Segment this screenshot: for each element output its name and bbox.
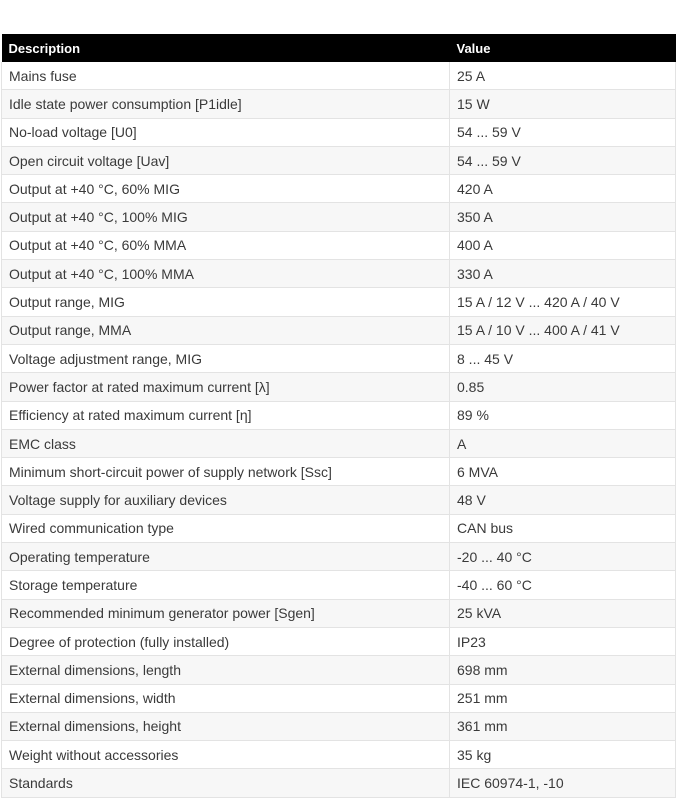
row-description: Standards [2,769,450,797]
table-row [2,571,676,599]
row-value: IP23 [450,627,676,655]
table-row [2,288,676,316]
table-row [2,203,676,231]
row-value: 54 ... 59 V [450,146,676,174]
table-row [2,373,676,401]
row-value: 54 ... 59 V [450,118,676,146]
row-value: 698 mm [450,656,676,684]
table-row [2,458,676,486]
row-value: 420 A [450,175,676,203]
table-row [2,344,676,372]
row-value: 350 A [450,203,676,231]
row-description: Weight without accessories [2,741,450,769]
row-value: 15 A / 10 V ... 400 A / 41 V [450,316,676,344]
row-value: 89 % [450,401,676,429]
row-value: 400 A [450,231,676,259]
row-value: 48 V [450,486,676,514]
row-description: Voltage supply for auxiliary devices [2,486,450,514]
row-description: External dimensions, width [2,684,450,712]
row-description: External dimensions, length [2,656,450,684]
table-row [2,656,676,684]
row-value: 25 A [450,62,676,90]
spec-table-container [1,34,675,798]
row-description: Mains fuse [2,62,450,90]
row-description: Output at +40 °C, 100% MIG [2,203,450,231]
table-row [2,741,676,769]
table-row [2,712,676,740]
row-value: 25 kVA [450,599,676,627]
row-description: Voltage adjustment range, MIG [2,344,450,372]
row-value: IEC 60974-1, -10 [450,769,676,797]
table-row [2,175,676,203]
row-value: 330 A [450,260,676,288]
row-description: Minimum short-circuit power of supply network [Ssc] [2,458,450,486]
row-description: Output at +40 °C, 60% MMA [2,231,450,259]
spec-table [1,34,676,798]
row-description: Idle state power consumption [P1idle] [2,90,450,118]
table-row [2,231,676,259]
row-description: Wired communication type [2,514,450,542]
table-body [2,62,676,797]
header-description: Description [2,34,450,62]
table-row [2,627,676,655]
row-description: Efficiency at rated maximum current [η] [2,401,450,429]
row-value: -40 ... 60 °C [450,571,676,599]
table-row [2,316,676,344]
row-value: 8 ... 45 V [450,344,676,372]
row-description: Storage temperature [2,571,450,599]
row-description: Output at +40 °C, 60% MIG [2,175,450,203]
table-row [2,401,676,429]
row-value: 35 kg [450,741,676,769]
table-row [2,90,676,118]
table-row [2,599,676,627]
row-description: Degree of protection (fully installed) [2,627,450,655]
row-value: A [450,429,676,457]
row-value: 15 A / 12 V ... 420 A / 40 V [450,288,676,316]
header-value: Value [450,34,676,62]
row-value: -20 ... 40 °C [450,543,676,571]
row-description: External dimensions, height [2,712,450,740]
table-row [2,260,676,288]
table-header [2,34,676,62]
row-description: EMC class [2,429,450,457]
row-description: Output at +40 °C, 100% MMA [2,260,450,288]
row-description: Open circuit voltage [Uav] [2,146,450,174]
table-row [2,543,676,571]
table-row [2,429,676,457]
table-row [2,146,676,174]
row-value: 361 mm [450,712,676,740]
row-description: Recommended minimum generator power [Sgen] [2,599,450,627]
row-description: No-load voltage [U0] [2,118,450,146]
header-row [2,34,676,62]
table-row [2,118,676,146]
table-row [2,62,676,90]
row-value: 251 mm [450,684,676,712]
table-row [2,684,676,712]
table-row [2,769,676,797]
table-row [2,514,676,542]
row-value: CAN bus [450,514,676,542]
table-row [2,486,676,514]
row-value: 15 W [450,90,676,118]
row-description: Operating temperature [2,543,450,571]
row-description: Output range, MMA [2,316,450,344]
row-value: 0.85 [450,373,676,401]
row-description: Output range, MIG [2,288,450,316]
row-value: 6 MVA [450,458,676,486]
row-description: Power factor at rated maximum current [λ] [2,373,450,401]
